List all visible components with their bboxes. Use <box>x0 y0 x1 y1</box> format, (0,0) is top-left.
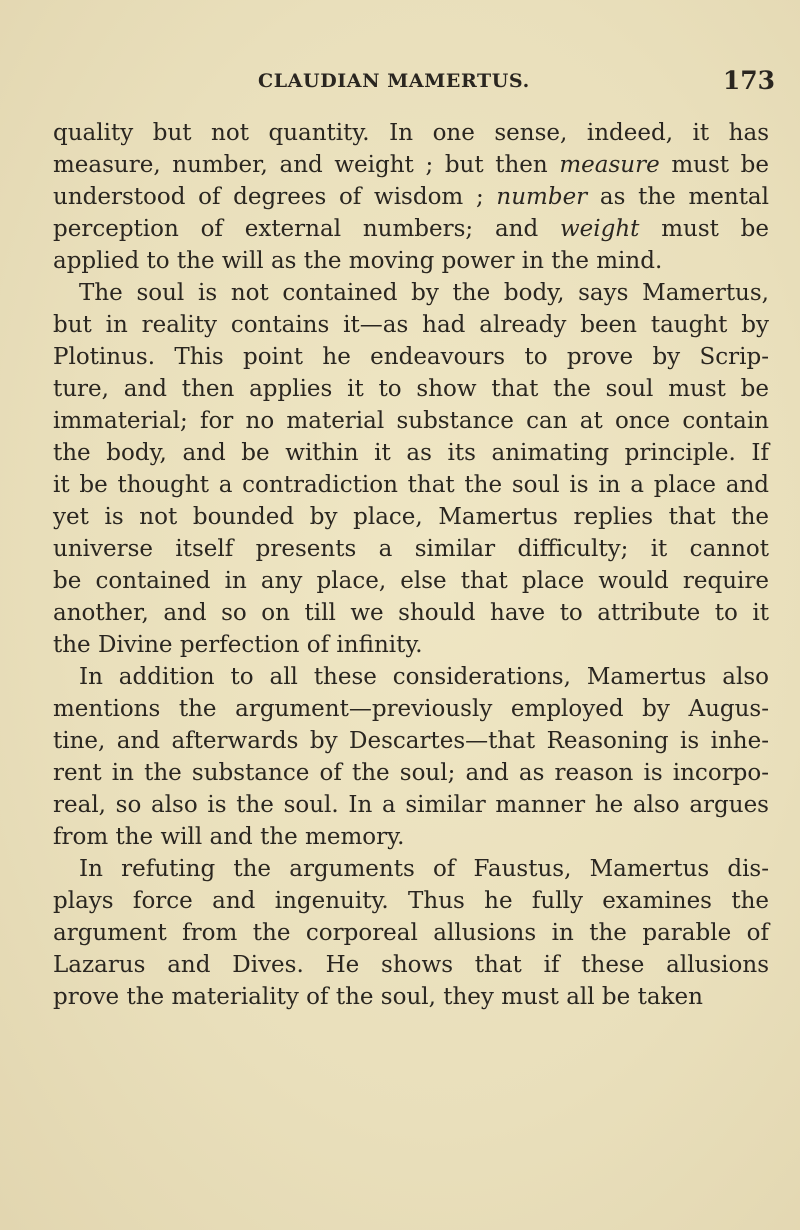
text-line: In addition to all these considerations, Mamertus also <box>79 664 769 690</box>
text-line: but in reality contains it—as had already been taught by <box>53 312 769 338</box>
text-line: perception of external numbers; and weight must be <box>53 216 769 242</box>
italic-word: measure <box>559 152 660 178</box>
text-line: argument from the corporeal allusions in the parable of <box>53 920 769 946</box>
text-line: plays force and ingenuity. Thus he fully examines the <box>53 888 769 914</box>
text-line: In refuting the arguments of Faustus, Mamertus dis- <box>79 856 769 882</box>
text-line: real, so also is the soul. In a similar manner he also argues <box>53 792 769 818</box>
text-line: the Divine perfection of infinity. <box>53 632 423 658</box>
text-line: from the will and the memory. <box>53 824 405 850</box>
text-line: another, and so on till we should have to attribute to it <box>53 600 769 626</box>
paragraph <box>53 277 769 661</box>
paragraph <box>53 661 769 853</box>
text-line: ture, and then applies it to show that the soul must be <box>53 376 769 402</box>
text-line: tine, and afterwards by Descartes—that Reasoning is inhe- <box>53 728 769 754</box>
paragraph <box>53 853 769 1013</box>
text-line: understood of degrees of wisdom ; number as the mental <box>53 184 769 210</box>
italic-word: weight <box>559 216 640 242</box>
text-line: The soul is not contained by the body, says Mamertus, <box>79 280 769 306</box>
text-line: measure, number, and weight ; but then measure must be <box>53 152 769 178</box>
running-title: CLAUDIAN MAMERTUS. <box>258 70 530 92</box>
text-line: the body, and be within it as its animating principle. If <box>53 440 769 466</box>
text-line: it be thought a contradiction that the soul is in a place and <box>53 472 769 498</box>
text-line: immaterial; for no material substance can at once contain <box>53 408 769 434</box>
italic-word: number <box>496 184 588 210</box>
text-line: prove the materiality of the soul, they must all be taken <box>53 984 703 1010</box>
text-line: Plotinus. This point he endeavours to prove by Scrip- <box>53 344 769 370</box>
text-line: mentions the argument—previously employed by Augus- <box>53 696 769 722</box>
text-line: rent in the substance of the soul; and as reason is incorpo- <box>53 760 769 786</box>
body-text <box>53 117 769 1013</box>
page-number: 173 <box>722 66 775 95</box>
text-line: yet is not bounded by place, Mamertus replies that the <box>53 504 769 530</box>
paragraph <box>53 117 769 277</box>
text-line: quality but not quantity. In one sense, indeed, it has <box>53 120 769 146</box>
text-line: Lazarus and Dives. He shows that if these allusions <box>53 952 769 978</box>
text-line: applied to the will as the moving power in the mind. <box>53 248 663 274</box>
text-line: universe itself presents a similar difficulty; it cannot <box>53 536 769 562</box>
running-head <box>60 66 775 100</box>
text-line: be contained in any place, else that place would require <box>53 568 769 594</box>
